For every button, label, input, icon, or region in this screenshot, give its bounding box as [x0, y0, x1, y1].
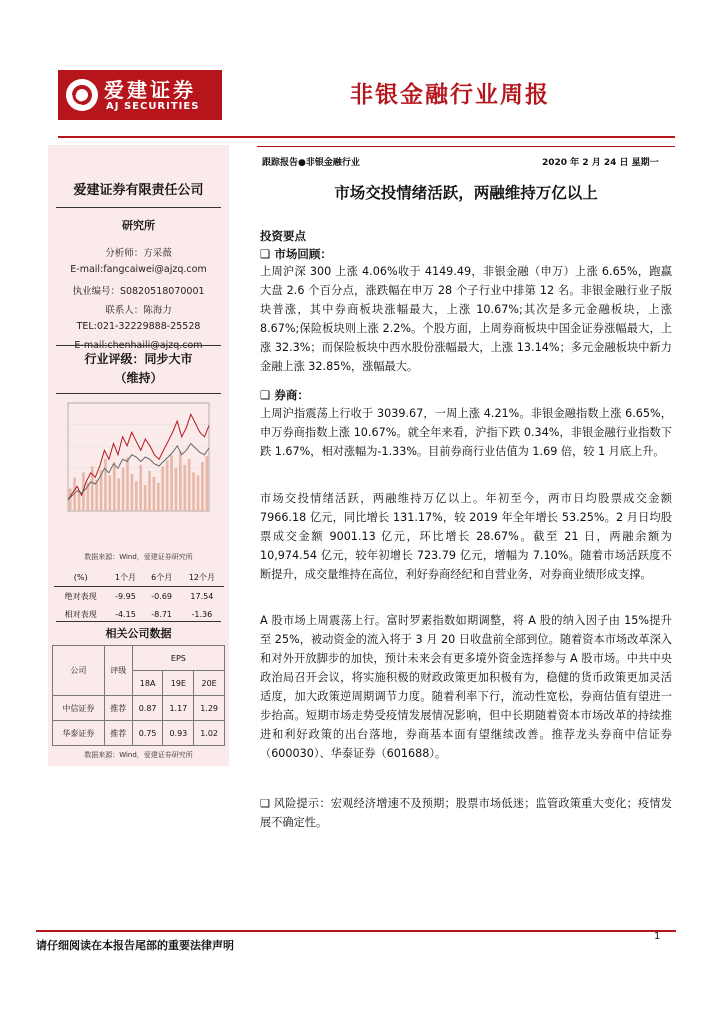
chart-volume-bar	[179, 452, 182, 511]
institute-label: 研究所	[122, 219, 155, 232]
company-logo	[58, 70, 222, 120]
report-tag: 跟踪报告●非银金融行业	[262, 158, 360, 168]
chart-volume-bar	[192, 472, 195, 511]
chart-volume-bar	[113, 462, 116, 511]
chart-volume-bar	[183, 465, 186, 511]
table-cell: -9.95	[115, 591, 136, 601]
table-cell: 0.75	[132, 721, 163, 746]
rating-line-2: （维持）	[114, 371, 163, 385]
summary-title: 投资要点	[260, 229, 306, 243]
company-data-table	[52, 645, 225, 746]
table-cell: 相对表现	[64, 609, 97, 619]
chart-source: 数据来源：Wind，爱建证券研究所	[84, 553, 193, 561]
analyst-name: 分析师：方采薇	[105, 248, 172, 259]
table-cell: 0.93	[163, 721, 194, 746]
report-title: 非银金融行业周报	[350, 82, 550, 108]
chart-volume-bar	[170, 455, 173, 511]
chart-volume-bars	[69, 452, 208, 511]
chart-volume-bar	[69, 489, 72, 511]
chart-volume-bar	[153, 477, 156, 511]
company-name: 爱建证券有限责任公司	[73, 183, 204, 198]
sidebar-divider	[56, 621, 221, 622]
chart-volume-bar	[109, 475, 112, 511]
chart-volume-bar	[104, 459, 107, 511]
brokers-paragraph-1: 上周沪指震荡上行收于 3039.67，一周上涨 4.21%。非银金融指数上涨 6.65%，申万券商指数上涨 10.67%。就全年来看，沪指下跌 0.34%，非银金融行业指数下跌 1.67%，相对涨幅为-1.33%。目前券商行业估值为 1.69 倍，较 1 月底上升。	[260, 407, 672, 458]
chart-volume-bar	[78, 490, 81, 511]
chart-volume-bar	[117, 478, 120, 511]
table-header-row	[54, 568, 224, 587]
header-divider	[58, 136, 675, 138]
chart-volume-bar	[95, 480, 98, 511]
table-cell: 20E	[194, 671, 225, 696]
contact-tel: TEL:021-32229888-25528	[76, 321, 201, 332]
table-cell: 推荐	[104, 696, 132, 721]
table-cell: -4.15	[115, 609, 136, 619]
table-cell: 19E	[163, 671, 194, 696]
chart-volume-bar	[131, 474, 134, 511]
section-title-market: ❑ 市场回顾：	[260, 247, 332, 261]
sidebar	[48, 145, 229, 766]
chart-volume-bar	[135, 481, 138, 511]
table-cell: 公司	[53, 646, 105, 696]
chart-volume-bar	[122, 468, 125, 511]
table-header-row	[53, 646, 225, 671]
chart-volume-bar	[175, 468, 178, 511]
chart-volume-bar	[144, 485, 147, 511]
table-cell: 1.29	[194, 696, 225, 721]
table-cell: 1.17	[163, 696, 194, 721]
industry-rating	[48, 350, 229, 388]
sidebar-divider	[56, 393, 221, 394]
table-cell: 17.54	[190, 591, 214, 601]
brokers-paragraph-3: A 股市场上周震荡上行。富时罗素指数如期调整，将 A 股的纳入因子由 15%提升至 25%，被动资金的流入将于 3 月 20 日收盘前全部到位。随着资本市场改革深入和对外开放脚步的加快，预计未来会有更多境外资金选择参与 A 股市场。中共中央政治局召开会议，将实施积极的财政政策更加积极有为，稳健的货币政策更加灵活适度，加大政策逆周期调节力度。随着利率下行，流动性宽松，券商估值有望进一步抬高。短期市场走势受疫情发展情况影响，但中长期随着资本市场改革的持续推进和利好政策的出台落地，券商基本面有望继续改善。推荐龙头券商中信证券（600030）、华泰证券（601688）。	[260, 614, 672, 760]
sidebar-divider	[56, 345, 221, 346]
table-cell: 中信证券	[53, 696, 105, 721]
related-company-title: 相关公司数据	[105, 627, 172, 640]
table-cell: -1.36	[191, 609, 213, 619]
sidebar-divider	[56, 207, 221, 208]
report-date: 2020 年 2 月 24 日 星期一	[542, 158, 659, 168]
chart-volume-bar	[161, 466, 164, 511]
performance-table	[54, 568, 224, 623]
rating-line-1: 行业评级：同步大市	[84, 352, 193, 366]
chart-volume-bar	[148, 471, 151, 511]
chart-volume-bar	[201, 462, 204, 511]
chart-volume-bar	[166, 461, 169, 511]
risk-warning: ❑ 风险提示：宏观经济增速不及预期；股票市场低迷；监管政策重大变化；疫情发展不确定性。	[260, 797, 672, 829]
license-number: 执业编号：S0820518070001	[72, 286, 205, 297]
table-cell: 评级	[104, 646, 132, 696]
table-cell: (%)	[73, 572, 88, 582]
headline: 市场交投情绪活跃，两融维持万亿以上	[334, 184, 598, 202]
table-cell: 推荐	[104, 721, 132, 746]
table-row	[54, 587, 224, 606]
main-top-divider	[257, 146, 675, 147]
chart-volume-bar	[126, 458, 129, 511]
table-cell: 1个月	[114, 572, 136, 582]
table-row	[53, 696, 225, 721]
table-cell: 12个月	[188, 572, 215, 582]
table-cell: 绝对表现	[64, 591, 97, 601]
page-number: 1	[654, 931, 661, 942]
table-cell: 0.87	[132, 696, 163, 721]
brokers-paragraph-2: 市场交投情绪活跃，两融维持万亿以上。年初至今，两市日均股票成交金额 7966.18 亿元，同比增长 131.17%，较 2019 年全年增长 53.25%。2 月日均股票成交金额 9001.13 亿元，环比增长 28.67%。截至 21 日，两融余额为 10,974.54 亿元，较年初增长 723.79 亿元，增幅为 7.10%。随着市场活跃度不断提升，成交量维持在高位，利好券商经纪和自营业务，对券商业绩形成支撑。	[260, 492, 672, 581]
table-cell: -0.69	[151, 591, 172, 601]
table-cell: 18A	[132, 671, 163, 696]
logo-text-en: AJ SECURITIES	[106, 101, 200, 112]
table-cell: 1.02	[194, 721, 225, 746]
chart-volume-bar	[197, 475, 200, 511]
table-cell: EPS	[132, 646, 224, 671]
section-title-brokers: ❑ 券商：	[260, 388, 309, 402]
footer-divider	[36, 930, 676, 932]
market-review-text: 上周沪深 300 上涨 4.06%收于 4149.49，非银金融（申万）上涨 6.65%，跑赢大盘 2.6 个百分点，涨跌幅在申万 28 个子行业中排第 12 名。非银金融行业子版块普涨，其中券商板块涨幅最大，上涨 10.67%;其次是多元金融板块，上涨 8.67%;保险板块则上涨 2.2%。个股方面，上周券商板块中国金证券涨幅最大，上涨 32.3%；而保险板块中西水股份涨幅最大，上涨 13.14%；多元金融板块中新力金融上涨 32.85%，涨幅最大。	[260, 265, 672, 373]
contact-name: 联系人：陈海力	[105, 305, 172, 316]
logo-text-cn: 爱建证券	[104, 78, 196, 102]
table-cell: -8.71	[151, 609, 172, 619]
legal-notice: 请仔细阅读在本报告尾部的重要法律声明	[36, 939, 234, 952]
chart-volume-bar	[139, 465, 142, 511]
table-row	[53, 721, 225, 746]
logo-emblem-icon	[66, 79, 98, 111]
chart-volume-bar	[188, 459, 191, 511]
table-cell: 6个月	[151, 572, 173, 582]
performance-chart	[52, 395, 225, 533]
table-cell: 华泰证券	[53, 721, 105, 746]
table-source: 数据来源：Wind，爱建证券研究所	[84, 751, 193, 759]
chart-volume-bar	[157, 483, 160, 511]
chart-volume-bar	[205, 456, 208, 511]
analyst-email[interactable]: E-mail:fangcaiwei@ajzq.com	[70, 264, 207, 275]
